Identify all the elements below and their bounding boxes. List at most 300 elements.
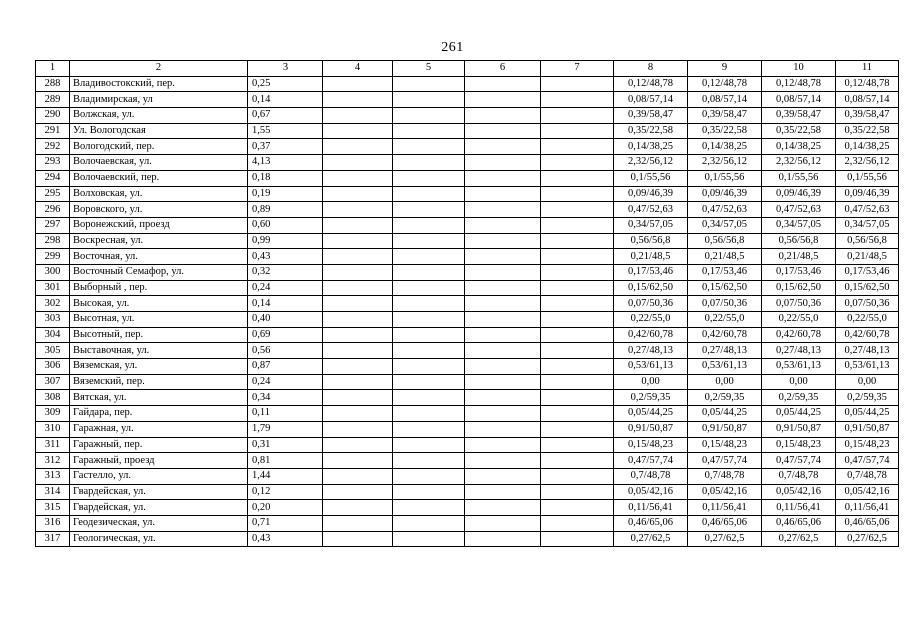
table-cell: Владивостокский, пер. <box>70 76 248 92</box>
table-cell <box>541 406 614 422</box>
table-cell: 0,18 <box>248 170 323 186</box>
table-cell: Гаражная, ул. <box>70 421 248 437</box>
table-cell <box>393 312 465 328</box>
table-cell <box>541 202 614 218</box>
table-cell <box>393 76 465 92</box>
table-cell: 0,46/65,06 <box>688 515 762 531</box>
column-header: 1 <box>36 61 70 77</box>
table-cell <box>323 217 393 233</box>
table-cell: 0,7/48,78 <box>762 468 836 484</box>
table-cell: 0,21/48,5 <box>836 249 899 265</box>
table-cell <box>323 170 393 186</box>
table-cell: 0,2/59,35 <box>836 390 899 406</box>
table-cell <box>465 280 541 296</box>
table-cell <box>393 406 465 422</box>
table-cell: 1,44 <box>248 468 323 484</box>
table-cell: 0,42/60,78 <box>614 327 688 343</box>
table-cell: 0,47/57,74 <box>836 453 899 469</box>
table-cell: 0,22/55,0 <box>614 312 688 328</box>
table-cell <box>465 437 541 453</box>
table-cell: 0,15/48,23 <box>688 437 762 453</box>
table-cell: Вяземская, ул. <box>70 359 248 375</box>
table-cell: 0,27/48,13 <box>614 343 688 359</box>
table-cell: 0,24 <box>248 280 323 296</box>
table-cell: 296 <box>36 202 70 218</box>
table-cell: 317 <box>36 531 70 547</box>
page-number: 261 <box>441 40 464 55</box>
table-cell: 0,15/62,50 <box>614 280 688 296</box>
table-cell: 0,27/48,13 <box>688 343 762 359</box>
table-cell <box>323 233 393 249</box>
table-cell: 0,53/61,13 <box>762 359 836 375</box>
table-cell: 0,47/57,74 <box>614 453 688 469</box>
table-cell <box>323 359 393 375</box>
table-cell: 0,21/48,5 <box>762 249 836 265</box>
column-header: 2 <box>70 61 248 77</box>
table-row <box>36 202 899 218</box>
table-cell: 0,35/22,58 <box>762 123 836 139</box>
table-cell: 0,15/62,50 <box>836 280 899 296</box>
table-cell: 0,22/55,0 <box>688 312 762 328</box>
table-cell <box>323 343 393 359</box>
table-cell: 298 <box>36 233 70 249</box>
table-cell: 0,34/57,05 <box>836 217 899 233</box>
table-cell <box>465 343 541 359</box>
table-cell: 0,14/38,25 <box>614 139 688 155</box>
table-cell: 303 <box>36 312 70 328</box>
table-cell <box>393 233 465 249</box>
table-cell <box>465 327 541 343</box>
table-cell: Гвардейская, ул. <box>70 500 248 516</box>
table-cell <box>465 186 541 202</box>
table-cell: 0,05/42,16 <box>836 484 899 500</box>
table-cell: 0,31 <box>248 437 323 453</box>
table-cell: 312 <box>36 453 70 469</box>
table-cell <box>323 406 393 422</box>
table-cell: 4,13 <box>248 155 323 171</box>
table-cell <box>393 249 465 265</box>
table-cell <box>465 217 541 233</box>
table-cell <box>323 390 393 406</box>
table-cell <box>323 327 393 343</box>
table-cell: 0,43 <box>248 531 323 547</box>
table-cell <box>323 468 393 484</box>
table-row <box>36 217 899 233</box>
table-cell: 0,12/48,78 <box>762 76 836 92</box>
table-cell: 0,00 <box>762 374 836 390</box>
column-header: 3 <box>248 61 323 77</box>
table-cell <box>393 108 465 124</box>
table-cell <box>323 264 393 280</box>
table-cell: 307 <box>36 374 70 390</box>
table-row <box>36 296 899 312</box>
table-cell <box>541 515 614 531</box>
table-cell: 0,14 <box>248 296 323 312</box>
table-cell: 0,05/44,25 <box>836 406 899 422</box>
table-cell: 0,05/44,25 <box>762 406 836 422</box>
table-cell: Высокая, ул. <box>70 296 248 312</box>
table-cell: 0,39/58,47 <box>614 108 688 124</box>
table-cell <box>323 92 393 108</box>
table-cell: 0,15/62,50 <box>762 280 836 296</box>
table-cell <box>323 76 393 92</box>
table-cell: 0,53/61,13 <box>614 359 688 375</box>
table-cell <box>465 76 541 92</box>
table-cell <box>465 233 541 249</box>
table-cell: 0,07/50,36 <box>614 296 688 312</box>
table-cell: 0,09/46,39 <box>836 186 899 202</box>
table-cell: 0,35/22,58 <box>836 123 899 139</box>
table-cell <box>393 327 465 343</box>
table-cell: 0,11/56,41 <box>614 500 688 516</box>
table-cell <box>541 108 614 124</box>
table-cell: 0,27/48,13 <box>762 343 836 359</box>
table-row <box>36 484 899 500</box>
table-cell: 0,47/52,63 <box>688 202 762 218</box>
table-cell: 0,71 <box>248 515 323 531</box>
table-row <box>36 264 899 280</box>
table-cell <box>393 453 465 469</box>
column-header: 10 <box>762 61 836 77</box>
table-cell: 0,60 <box>248 217 323 233</box>
table-cell <box>541 421 614 437</box>
table-cell: 0,20 <box>248 500 323 516</box>
table-cell <box>465 139 541 155</box>
table-cell: 2,32/56,12 <box>836 155 899 171</box>
table-cell: Вятская, ул. <box>70 390 248 406</box>
table-cell <box>541 343 614 359</box>
table-cell <box>323 484 393 500</box>
table-row <box>36 343 899 359</box>
table-cell: 0,47/52,63 <box>762 202 836 218</box>
table-cell <box>465 390 541 406</box>
table-cell: 0,2/59,35 <box>614 390 688 406</box>
table-cell: 1,79 <box>248 421 323 437</box>
table-cell <box>541 484 614 500</box>
column-header: 6 <box>465 61 541 77</box>
table-cell: 0,34 <box>248 390 323 406</box>
table-cell <box>541 453 614 469</box>
table-cell: 0,56/56,8 <box>614 233 688 249</box>
table-cell <box>541 92 614 108</box>
table-cell <box>393 217 465 233</box>
table-cell: 0,99 <box>248 233 323 249</box>
table-cell <box>393 421 465 437</box>
table-row <box>36 500 899 516</box>
table-row <box>36 437 899 453</box>
table-cell: 0,08/57,14 <box>836 92 899 108</box>
table-cell: 0,39/58,47 <box>836 108 899 124</box>
table-cell: 0,19 <box>248 186 323 202</box>
table-cell: Геологическая, ул. <box>70 531 248 547</box>
table-cell: 0,91/50,87 <box>688 421 762 437</box>
table-cell: 290 <box>36 108 70 124</box>
table-cell: Восточный Семафор, ул. <box>70 264 248 280</box>
table-row <box>36 123 899 139</box>
table-cell <box>323 108 393 124</box>
table-cell <box>323 186 393 202</box>
table-cell <box>541 155 614 171</box>
table-cell <box>541 468 614 484</box>
table-cell <box>465 453 541 469</box>
table-row <box>36 233 899 249</box>
table-cell <box>541 186 614 202</box>
table-cell <box>465 296 541 312</box>
table-cell: 0,46/65,06 <box>762 515 836 531</box>
column-header: 11 <box>836 61 899 77</box>
table-cell: 0,7/48,78 <box>836 468 899 484</box>
table-cell: 0,47/52,63 <box>614 202 688 218</box>
table-cell: 305 <box>36 343 70 359</box>
table-cell <box>393 92 465 108</box>
table-cell <box>465 92 541 108</box>
table-cell <box>393 359 465 375</box>
table-cell <box>465 406 541 422</box>
table-cell: 0,08/57,14 <box>614 92 688 108</box>
table-cell <box>323 296 393 312</box>
table-cell <box>541 233 614 249</box>
table-cell: 0,27/48,13 <box>836 343 899 359</box>
table-cell: 0,17/53,46 <box>836 264 899 280</box>
table-cell <box>541 500 614 516</box>
table-cell: 0,2/59,35 <box>688 390 762 406</box>
table-cell: 0,91/50,87 <box>762 421 836 437</box>
table-cell: Гвардейская, ул. <box>70 484 248 500</box>
table-cell <box>393 343 465 359</box>
table-cell <box>323 374 393 390</box>
table-cell: 0,21/48,5 <box>614 249 688 265</box>
table-cell <box>323 123 393 139</box>
table-row <box>36 468 899 484</box>
table-cell <box>541 437 614 453</box>
table-cell <box>393 280 465 296</box>
table-cell: 314 <box>36 484 70 500</box>
table-cell: 0,12/48,78 <box>614 76 688 92</box>
table-cell: 0,47/57,74 <box>762 453 836 469</box>
table-cell: 0,14/38,25 <box>762 139 836 155</box>
table-cell: 0,34/57,05 <box>614 217 688 233</box>
table-cell: 0,11/56,41 <box>688 500 762 516</box>
table-row <box>36 92 899 108</box>
table-cell <box>541 390 614 406</box>
table-cell: 0,11/56,41 <box>836 500 899 516</box>
table-cell: 0,35/22,58 <box>614 123 688 139</box>
table-cell: 0,22/55,0 <box>836 312 899 328</box>
column-header: 4 <box>323 61 393 77</box>
table-cell <box>465 123 541 139</box>
table-cell: 0,27/62,5 <box>614 531 688 547</box>
table-cell: 0,67 <box>248 108 323 124</box>
table-cell: 0,1/55,56 <box>762 170 836 186</box>
table-cell: 0,34/57,05 <box>688 217 762 233</box>
table-cell: Выставочная, ул. <box>70 343 248 359</box>
table-cell: 0,34/57,05 <box>762 217 836 233</box>
table-cell <box>323 500 393 516</box>
table-cell: 313 <box>36 468 70 484</box>
table-cell: 297 <box>36 217 70 233</box>
table-cell: 0,15/48,23 <box>762 437 836 453</box>
table-cell: 0,14/38,25 <box>688 139 762 155</box>
table-cell: Владимирская, ул <box>70 92 248 108</box>
table-row <box>36 531 899 547</box>
table-cell <box>541 123 614 139</box>
table-cell: 0,25 <box>248 76 323 92</box>
table-cell <box>541 296 614 312</box>
table-cell: 0,39/58,47 <box>688 108 762 124</box>
table-cell: Вологодский, пер. <box>70 139 248 155</box>
table-cell: 0,05/42,16 <box>614 484 688 500</box>
table-cell: 2,32/56,12 <box>762 155 836 171</box>
table-cell <box>465 108 541 124</box>
table-cell <box>465 421 541 437</box>
table-cell: 308 <box>36 390 70 406</box>
table-cell: 294 <box>36 170 70 186</box>
table-cell <box>323 421 393 437</box>
table-cell: 302 <box>36 296 70 312</box>
table-body <box>36 61 899 547</box>
table-cell: 0,91/50,87 <box>836 421 899 437</box>
table-cell: Волховская, ул. <box>70 186 248 202</box>
table-cell <box>465 312 541 328</box>
table-cell: 0,39/58,47 <box>762 108 836 124</box>
table-cell: 299 <box>36 249 70 265</box>
table-cell: 0,24 <box>248 374 323 390</box>
table-cell: 0,42/60,78 <box>836 327 899 343</box>
table-cell: Воронежский, проезд <box>70 217 248 233</box>
table-cell: 0,43 <box>248 249 323 265</box>
table-cell <box>541 359 614 375</box>
table-cell <box>541 217 614 233</box>
table-cell: 0,27/62,5 <box>762 531 836 547</box>
table-cell: 0,21/48,5 <box>688 249 762 265</box>
table-cell <box>541 280 614 296</box>
table-cell: 0,09/46,39 <box>762 186 836 202</box>
table-cell <box>393 139 465 155</box>
table-cell: 2,32/56,12 <box>614 155 688 171</box>
table-cell: 0,22/55,0 <box>762 312 836 328</box>
table-cell: 293 <box>36 155 70 171</box>
table-cell: 0,87 <box>248 359 323 375</box>
table-cell <box>393 123 465 139</box>
table-cell: 289 <box>36 92 70 108</box>
table-cell: 1,55 <box>248 123 323 139</box>
table-cell: 306 <box>36 359 70 375</box>
table-cell: 0,1/55,56 <box>688 170 762 186</box>
table-cell <box>393 484 465 500</box>
table-cell <box>393 170 465 186</box>
table-cell: Высотный, пер. <box>70 327 248 343</box>
table-cell <box>465 515 541 531</box>
table-cell: 309 <box>36 406 70 422</box>
table-cell: 0,12/48,78 <box>688 76 762 92</box>
table-cell: 0,91/50,87 <box>614 421 688 437</box>
table-cell <box>465 202 541 218</box>
table-cell: 0,53/61,13 <box>688 359 762 375</box>
table-cell: Вяземский, пер. <box>70 374 248 390</box>
table-cell: Гаражный, пер. <box>70 437 248 453</box>
table-cell: 0,32 <box>248 264 323 280</box>
table-cell <box>465 484 541 500</box>
table-cell: Воскресная, ул. <box>70 233 248 249</box>
table-cell: 0,05/44,25 <box>688 406 762 422</box>
table-cell: 0,56/56,8 <box>688 233 762 249</box>
table-cell <box>465 155 541 171</box>
table-cell: Волочаевский, пер. <box>70 170 248 186</box>
table-cell: 0,69 <box>248 327 323 343</box>
table-cell <box>393 437 465 453</box>
table-cell <box>393 155 465 171</box>
table-cell <box>393 390 465 406</box>
table-cell: 304 <box>36 327 70 343</box>
table-cell <box>465 468 541 484</box>
table-cell: 292 <box>36 139 70 155</box>
table-cell: 0,07/50,36 <box>688 296 762 312</box>
table-cell: Воровского, ул. <box>70 202 248 218</box>
table-cell <box>465 359 541 375</box>
table-cell <box>323 202 393 218</box>
table-cell: 0,56/56,8 <box>762 233 836 249</box>
table-row <box>36 186 899 202</box>
table-cell: 0,27/62,5 <box>836 531 899 547</box>
table-cell <box>393 296 465 312</box>
table-cell <box>323 155 393 171</box>
table-cell: 315 <box>36 500 70 516</box>
table-cell: 0,1/55,56 <box>836 170 899 186</box>
table-cell: 300 <box>36 264 70 280</box>
table-cell <box>541 264 614 280</box>
table-cell: 0,40 <box>248 312 323 328</box>
table-cell: 0,09/46,39 <box>688 186 762 202</box>
table-cell <box>541 374 614 390</box>
table-cell: Гастелло, ул. <box>70 468 248 484</box>
table-cell <box>541 531 614 547</box>
table-cell: Высотная, ул. <box>70 312 248 328</box>
table-cell <box>541 76 614 92</box>
table-cell: 0,81 <box>248 453 323 469</box>
column-header: 5 <box>393 61 465 77</box>
table-cell <box>541 170 614 186</box>
table-cell <box>323 453 393 469</box>
table-row <box>36 155 899 171</box>
table-cell: 0,11/56,41 <box>762 500 836 516</box>
table-row <box>36 280 899 296</box>
table-cell: Восточная, ул. <box>70 249 248 265</box>
table-cell: 291 <box>36 123 70 139</box>
table-cell <box>323 139 393 155</box>
table-cell: 0,00 <box>688 374 762 390</box>
table-cell: 0,7/48,78 <box>688 468 762 484</box>
table-cell: 0,11 <box>248 406 323 422</box>
table-cell <box>323 249 393 265</box>
table-cell: 0,17/53,46 <box>688 264 762 280</box>
table-cell: 2,32/56,12 <box>688 155 762 171</box>
table-cell: 288 <box>36 76 70 92</box>
table-cell: Волжская, ул. <box>70 108 248 124</box>
table-cell <box>541 249 614 265</box>
table-cell: 0,53/61,13 <box>836 359 899 375</box>
table-cell <box>323 515 393 531</box>
table-cell <box>541 139 614 155</box>
table-cell <box>465 374 541 390</box>
table-cell: Выборный , пер. <box>70 280 248 296</box>
table-row <box>36 108 899 124</box>
table-cell <box>323 437 393 453</box>
table-cell: 316 <box>36 515 70 531</box>
table-cell: 0,05/42,16 <box>688 484 762 500</box>
table-cell: 0,46/65,06 <box>836 515 899 531</box>
table-cell <box>393 374 465 390</box>
table-row <box>36 515 899 531</box>
